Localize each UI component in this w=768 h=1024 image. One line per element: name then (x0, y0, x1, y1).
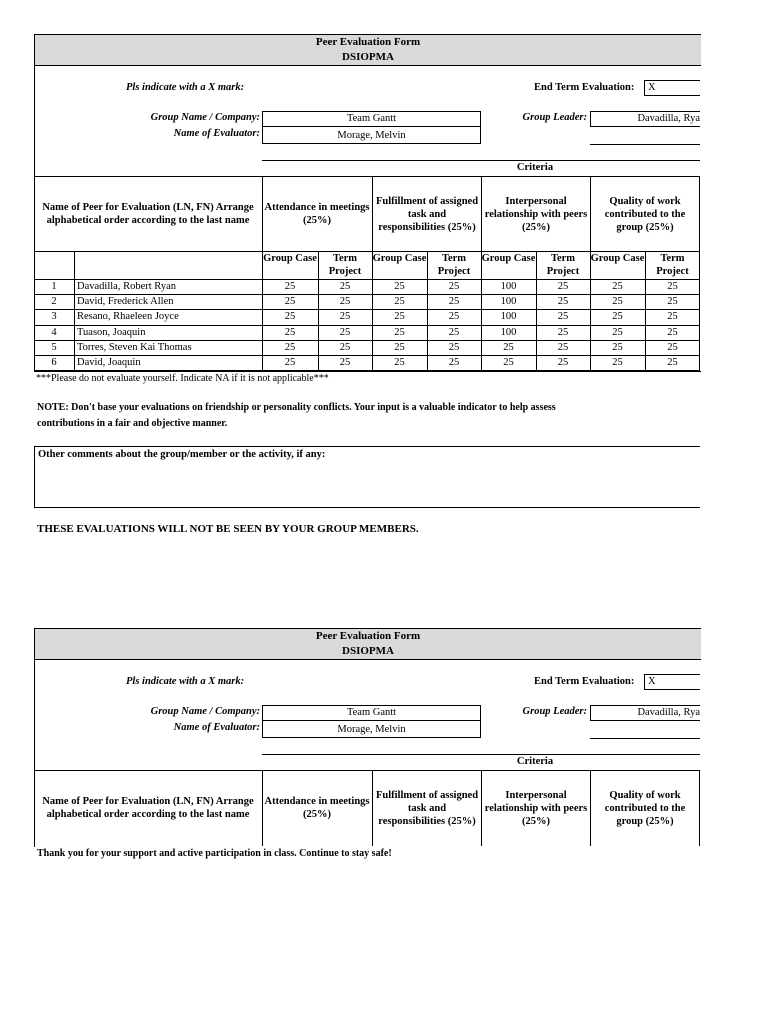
form-title-line1: Peer Evaluation Form (315, 630, 421, 642)
score-cell[interactable]: 25 (612, 341, 623, 353)
subheader-group-case: Group Case (372, 253, 427, 264)
evaluator-field[interactable]: Morage, Melvin (262, 126, 481, 144)
peer-name-header: Name of Peer for Evaluation (LN, FN) Arrange alphabetical order according to the last name (42, 202, 254, 226)
score-cell[interactable]: 25 (339, 296, 351, 308)
score-cell[interactable]: 25 (557, 357, 569, 368)
score-cell[interactable]: 25 (503, 341, 514, 353)
score-cell[interactable]: 25 (612, 357, 623, 368)
score-cell[interactable]: 25 (394, 357, 405, 368)
score-cell[interactable]: 100 (500, 311, 517, 323)
form-title-line2: DSIOPMA (342, 51, 394, 63)
comments-box[interactable] (34, 446, 700, 508)
col-divider (590, 770, 591, 846)
group-name-field[interactable]: Team Gantt (262, 705, 481, 721)
group-leader-field[interactable]: Davadilla, Rya (590, 705, 700, 721)
subheader-term-project: Term Project (656, 253, 689, 277)
score-cell[interactable]: 25 (284, 311, 296, 323)
row-divider (34, 370, 700, 371)
subheader-group-case: Group Case (590, 253, 645, 264)
score-cell[interactable]: 25 (557, 341, 569, 353)
score-cell[interactable]: 25 (284, 357, 296, 368)
criterion-interpersonal: Interpersonal relationship with peers (25%) (484, 195, 588, 233)
score-cell[interactable]: 25 (667, 341, 678, 353)
score-cell[interactable]: 100 (500, 326, 517, 338)
score-cell[interactable]: 25 (394, 326, 405, 338)
criterion-quality: Quality of work contributed to the group (25%) (604, 195, 686, 233)
score-cell[interactable]: 25 (339, 341, 351, 353)
form-title (35, 35, 701, 66)
score-cell[interactable]: 25 (448, 341, 460, 353)
end-term-label: End Term Evaluation: (534, 82, 635, 93)
score-cell[interactable]: 25 (284, 326, 296, 338)
evaluator-field[interactable]: Morage, Melvin (262, 720, 481, 738)
criterion-fulfillment: Fulfillment of assigned task and responsibilities (25%) (375, 789, 479, 827)
end-term-field[interactable]: X (644, 674, 700, 690)
evaluator-label: Name of Evaluator: (173, 722, 260, 733)
score-cell[interactable]: 25 (612, 296, 623, 308)
leader-underline (590, 144, 700, 145)
row-number: 4 (51, 326, 57, 338)
score-cell[interactable]: 25 (284, 341, 296, 353)
row-number: 6 (51, 357, 57, 368)
blank-row-line (262, 754, 700, 755)
blank-row-line (262, 160, 700, 161)
note-line2: contributions in a fair and objective manner. (37, 418, 228, 429)
form-title (35, 629, 701, 660)
peer-name-header: Name of Peer for Evaluation (LN, FN) Arrange alphabetical order according to the last name (42, 796, 254, 820)
evaluator-label: Name of Evaluator: (173, 128, 260, 139)
score-cell[interactable]: 25 (284, 281, 296, 292)
score-cell[interactable]: 25 (448, 357, 460, 368)
score-cell[interactable]: 25 (667, 357, 678, 368)
score-cell[interactable]: 25 (612, 326, 623, 338)
score-cell[interactable]: 25 (284, 296, 296, 308)
score-cell[interactable]: 25 (448, 326, 460, 338)
score-cell[interactable]: 25 (612, 281, 623, 292)
subheader-term-project: Term Project (328, 253, 362, 277)
criterion-quality: Quality of work contributed to the group (25%) (604, 789, 686, 827)
subheader-term-project: Term Project (437, 253, 471, 277)
score-cell[interactable]: 25 (667, 296, 678, 308)
criterion-interpersonal: Interpersonal relationship with peers (25%) (484, 789, 588, 827)
indicate-label: Pls indicate with a X mark: (126, 82, 245, 93)
subheader-term-project: Term Project (546, 253, 580, 277)
self-note: ***Please do not evaluate yourself. Indicate NA if it is not applicable*** (36, 373, 329, 384)
group-leader-field[interactable]: Davadilla, Rya (590, 111, 700, 127)
peer-name-cell[interactable]: David, Frederick Allen (77, 296, 174, 308)
criterion-attendance: Attendance in meetings (25%) (264, 202, 370, 226)
score-cell[interactable]: 25 (339, 357, 351, 368)
note-line1: NOTE: Don't base your evaluations on friendship or personality conflicts. Your input is a valuable indicator to help assess (37, 402, 556, 413)
score-cell[interactable]: 25 (503, 357, 514, 368)
indicate-label: Pls indicate with a X mark: (126, 676, 245, 687)
score-cell[interactable]: 25 (448, 281, 460, 292)
col-divider (699, 770, 700, 846)
leader-underline (590, 738, 700, 739)
peer-name-cell[interactable]: David, Joaquin (77, 357, 141, 368)
score-cell[interactable]: 25 (339, 281, 351, 292)
group-leader-label: Group Leader: (522, 706, 587, 717)
score-cell[interactable]: 25 (339, 326, 351, 338)
thanks-note: Thank you for your support and active participation in class. Continue to stay safe! (37, 848, 392, 859)
num-col-divider (74, 251, 75, 370)
peer-name-cell[interactable]: Davadilla, Robert Ryan (77, 281, 177, 292)
comments-label: Other comments about the group/member or the activity, if any: (38, 449, 326, 460)
score-cell[interactable]: 25 (667, 326, 678, 338)
peer-name-cell[interactable]: Tuason, Joaquin (77, 326, 146, 338)
group-leader-label: Group Leader: (522, 112, 587, 123)
score-cell[interactable]: 25 (448, 311, 460, 323)
col-divider (262, 770, 263, 846)
col-divider (372, 770, 373, 846)
row-number: 2 (51, 296, 57, 308)
peer-name-cell[interactable]: Torres, Steven Kai Thomas (77, 341, 192, 353)
score-cell[interactable]: 25 (557, 311, 569, 323)
form-title-line1: Peer Evaluation Form (315, 36, 421, 48)
peer-name-cell[interactable]: Resano, Rhaeleen Joyce (77, 311, 179, 323)
criteria-label: Criteria (516, 756, 554, 767)
subheader-group-case: Group Case (263, 253, 317, 264)
score-cell[interactable]: 25 (339, 311, 351, 323)
form-title-line2: DSIOPMA (342, 645, 394, 657)
col-divider (481, 770, 482, 846)
score-cell[interactable]: 100 (500, 281, 517, 292)
criteria-label: Criteria (516, 162, 554, 173)
confidential-note: THESE EVALUATIONS WILL NOT BE SEEN BY YOUR GROUP MEMBERS. (37, 523, 419, 535)
score-cell[interactable]: 25 (394, 281, 405, 292)
row-number: 3 (51, 311, 57, 323)
criterion-fulfillment: Fulfillment of assigned task and responsibilities (25%) (375, 195, 479, 233)
score-cell[interactable]: 25 (557, 296, 569, 308)
score-cell[interactable]: 25 (667, 311, 678, 323)
row-number: 1 (51, 281, 57, 292)
score-cell[interactable]: 25 (394, 311, 405, 323)
group-name-label: Group Name / Company: (150, 706, 260, 717)
row-number: 5 (51, 341, 57, 353)
score-cell[interactable]: 25 (394, 341, 405, 353)
group-name-label: Group Name / Company: (150, 112, 260, 123)
criterion-attendance: Attendance in meetings (25%) (264, 796, 370, 820)
score-cell[interactable]: 25 (448, 296, 460, 308)
subheader-group-case: Group Case (481, 253, 536, 264)
end-term-label: End Term Evaluation: (534, 676, 635, 687)
group-name-field[interactable]: Team Gantt (262, 111, 481, 127)
score-cell[interactable]: 25 (612, 311, 623, 323)
score-cell[interactable]: 25 (667, 281, 678, 292)
end-term-field[interactable]: X (644, 80, 700, 96)
score-cell[interactable]: 25 (557, 326, 569, 338)
score-cell[interactable]: 25 (557, 281, 569, 292)
score-cell[interactable]: 100 (500, 296, 517, 308)
score-cell[interactable]: 25 (394, 296, 405, 308)
